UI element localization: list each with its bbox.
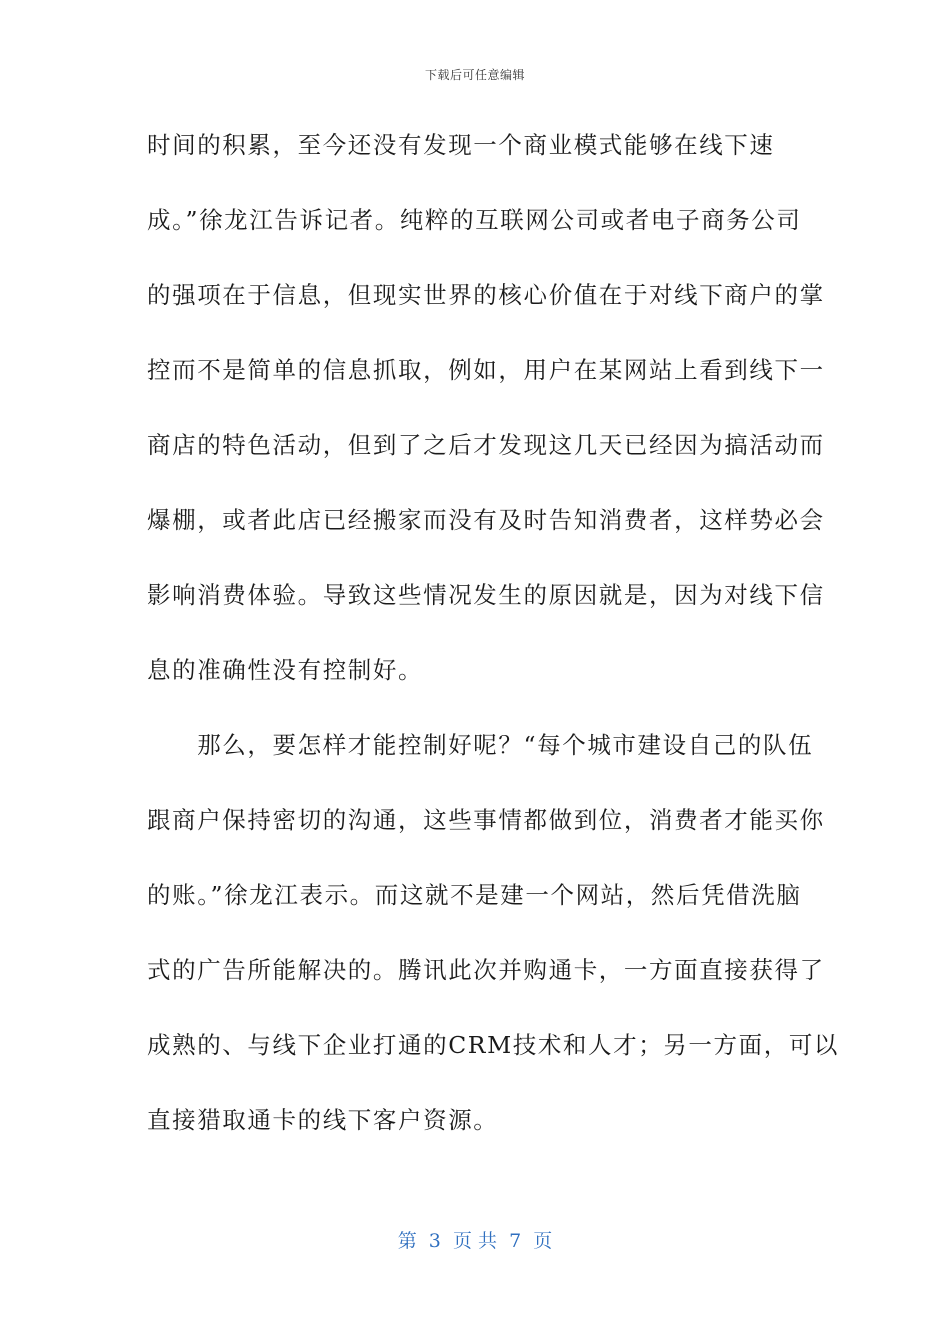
text-line: 时间的积累，至今还没有发现一个商业模式能够在线下速	[147, 131, 775, 159]
text-line: 成。”徐龙江告诉记者。纯粹的互联网公司或者电子商务公司	[147, 206, 802, 234]
text-line: 的账。”徐龙江表示。而这就不是建一个网站，然后凭借洗脑	[147, 881, 802, 909]
header-note: 下载后可任意编辑	[424, 68, 525, 82]
text-line: 影响消费体验。导致这些情况发生的原因就是，因为对线下信	[147, 581, 825, 609]
text-line: 直接猎取通卡的线下客户资源。	[147, 1106, 499, 1134]
text-line: 爆棚，或者此店已经搬家而没有及时告知消费者，这样势必会	[147, 506, 825, 534]
text-line: 的强项在于信息，但现实世界的核心价值在于对线下商户的掌	[147, 281, 825, 309]
text-line: 息的准确性没有控制好。	[147, 656, 424, 684]
text-line: 控而不是简单的信息抓取，例如，用户在某网站上看到线下一	[147, 356, 825, 384]
text-line: 那么，要怎样才能控制好呢？“每个城市建设自己的队伍	[147, 731, 814, 759]
page-number: 第 3 页 共 7 页	[397, 1230, 553, 1252]
text-line: 式的广告所能解决的。腾讯此次并购通卡，一方面直接获得了	[147, 956, 825, 984]
text-line: 商店的特色活动，但到了之后才发现这几天已经因为搞活动而	[147, 431, 825, 459]
text-line: 跟商户保持密切的沟通，这些事情都做到位，消费者才能买你	[147, 806, 825, 834]
text-line: 成熟的、与线下企业打通的CRM技术和人才；另一方面，可以	[147, 1031, 840, 1059]
